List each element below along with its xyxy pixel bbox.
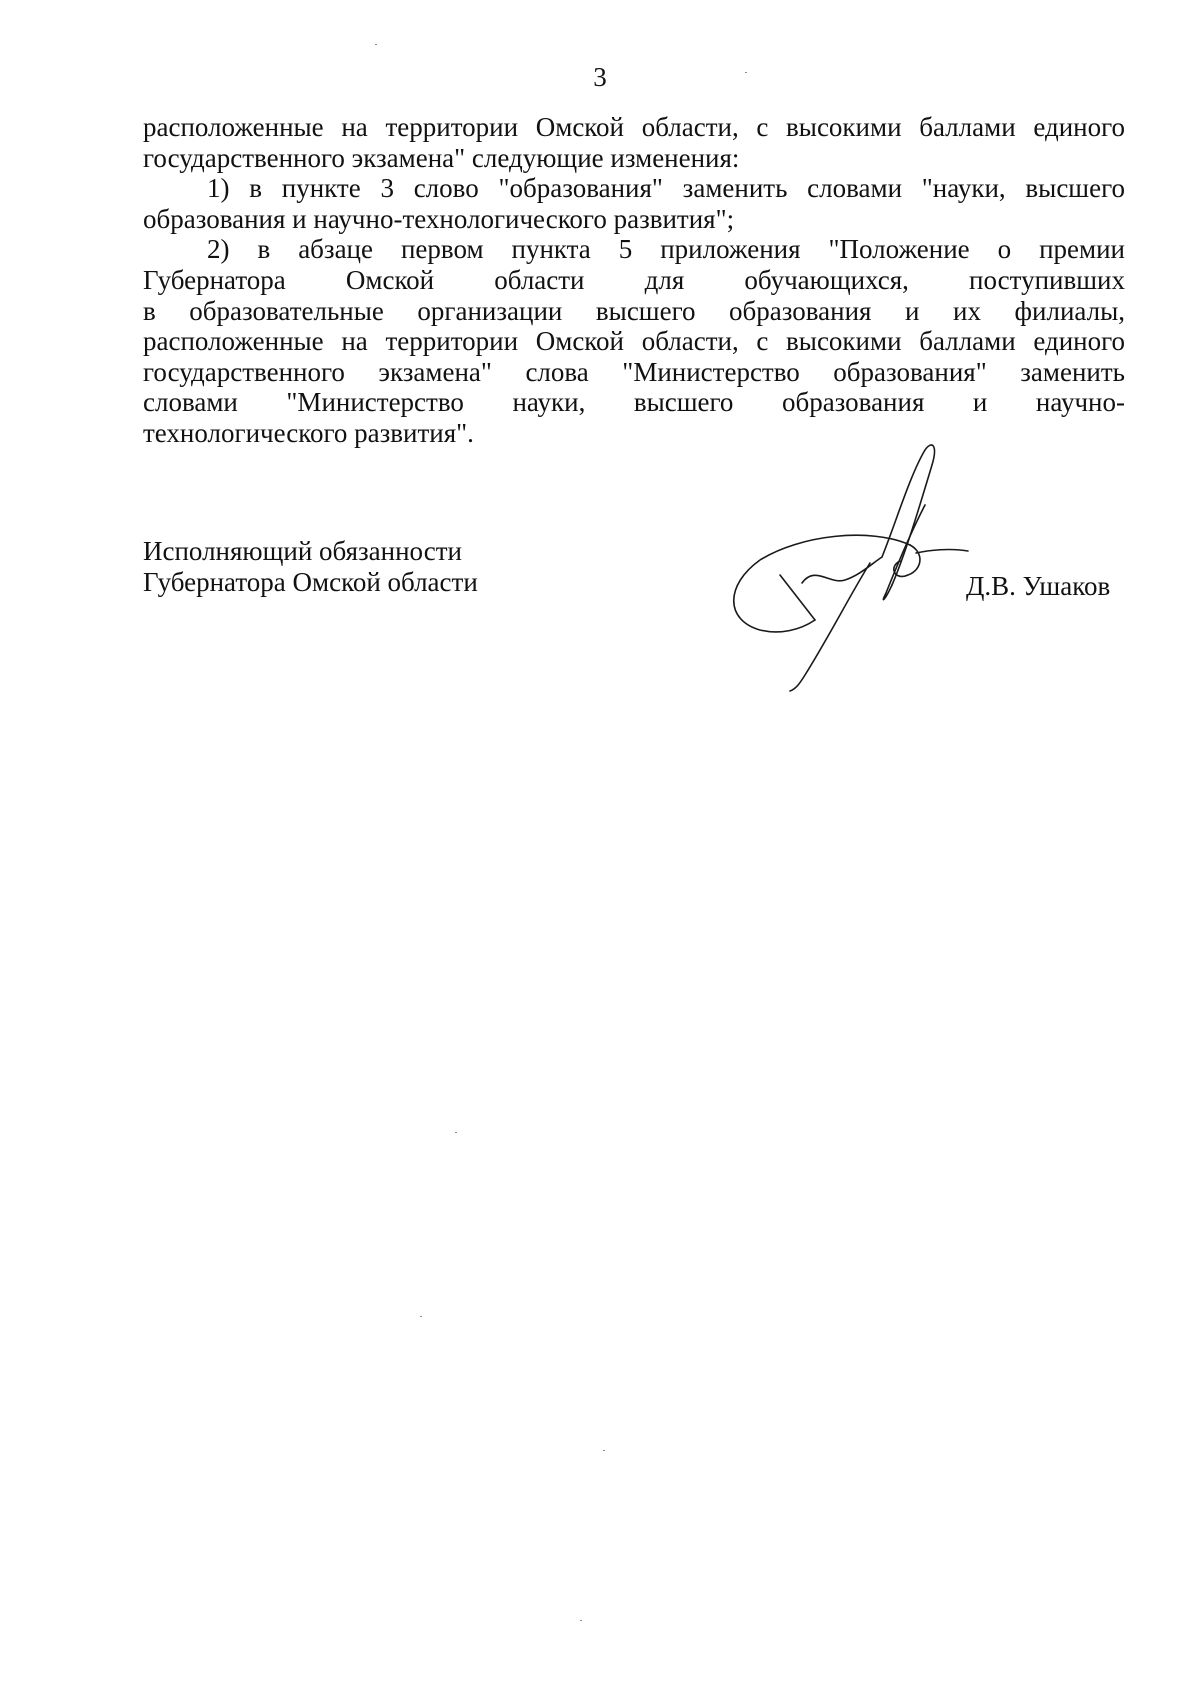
signatory-name: Д.В. Ушаков bbox=[966, 571, 1111, 601]
handwritten-signature-icon bbox=[720, 435, 1020, 710]
signatory-position bbox=[143, 536, 478, 598]
text-line: словами "Министерство науки, высшего образования и научно- bbox=[143, 387, 1125, 418]
scan-speck bbox=[420, 1316, 422, 1317]
scan-speck bbox=[375, 44, 377, 45]
text-line: 1) в пункте 3 слово "образования" заменить словами "науки, высшего bbox=[207, 173, 1125, 204]
text-line: 2) в абзаце первом пункта 5 приложения "Положение о премии bbox=[207, 234, 1125, 265]
position-line: Губернатора Омской области bbox=[143, 567, 478, 597]
scan-speck bbox=[745, 72, 747, 73]
text-line: образования и научно-технологического развития"; bbox=[143, 203, 735, 234]
text-line: в образовательные организации высшего образования и их филиалы, bbox=[143, 295, 1125, 326]
paragraph-item-1 bbox=[143, 173, 1125, 234]
page-number: 3 bbox=[593, 62, 607, 92]
position-line: Исполняющий обязанности bbox=[143, 536, 462, 566]
text-line: расположенные на территории Омской области, с высокими баллами единого bbox=[143, 112, 1125, 142]
paragraph-intro bbox=[143, 112, 1125, 173]
text-line: Губернатора Омской области для обучающихся, поступивших bbox=[143, 264, 1125, 295]
text-line: государственного экзамена" слова "Министерство образования" заменить bbox=[143, 356, 1125, 387]
paragraph-item-2 bbox=[143, 234, 1125, 448]
text-line: технологического развития". bbox=[143, 417, 474, 448]
text-line: государственного экзамена" следующие изменения: bbox=[143, 142, 740, 173]
scan-speck bbox=[603, 1450, 605, 1451]
scan-speck bbox=[580, 1620, 582, 1621]
text-line: расположенные на территории Омской области, с высокими баллами единого bbox=[143, 326, 1125, 357]
scan-speck bbox=[455, 1132, 457, 1133]
document-body bbox=[143, 112, 1125, 449]
